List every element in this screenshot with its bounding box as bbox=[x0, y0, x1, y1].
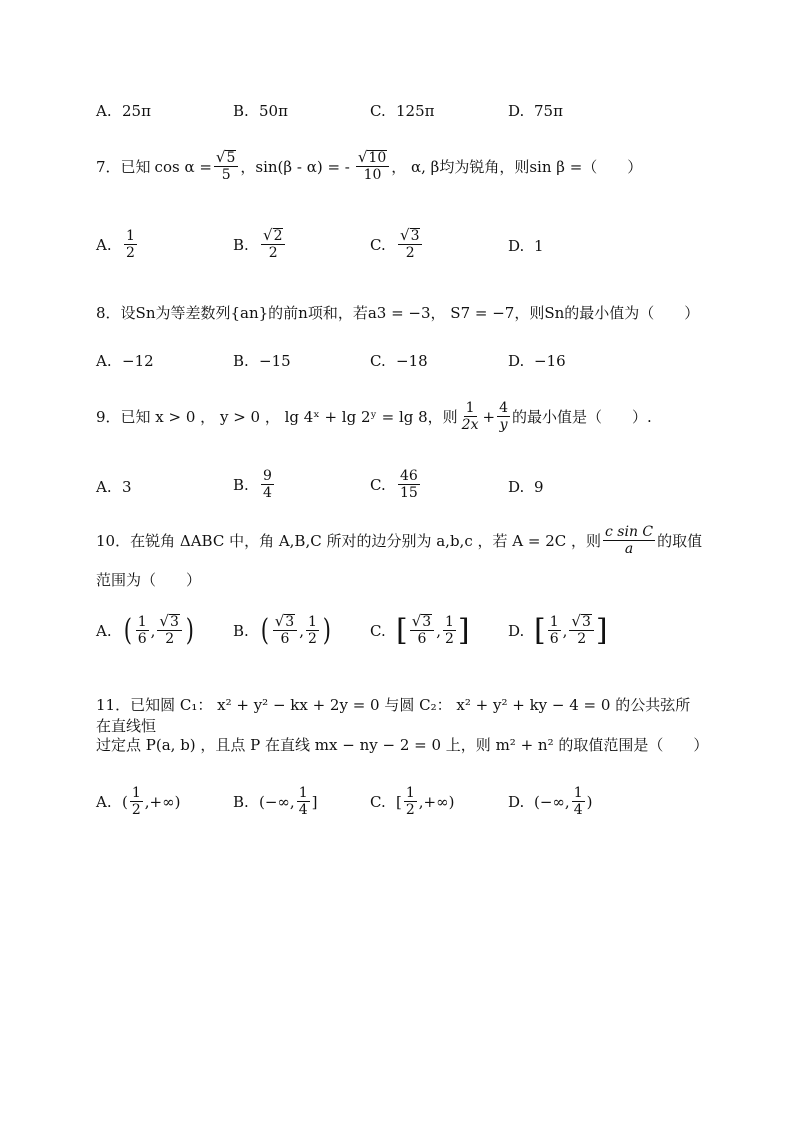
q10-a-lparen: ( bbox=[123, 612, 132, 648]
q9-d-value: 9 bbox=[534, 478, 544, 496]
q10-line2: 范围为（ ） bbox=[96, 571, 202, 589]
q10-c-rbrack: ] bbox=[457, 612, 470, 648]
q9-b-den: 4 bbox=[263, 485, 272, 502]
q7-option-b: B. √ 2 2 bbox=[233, 228, 287, 261]
q11-b-den: 4 bbox=[298, 802, 308, 819]
q9-f1-den: 2x bbox=[461, 417, 479, 434]
q7-frac-2: √ 10 10 bbox=[356, 150, 389, 183]
q11-a-den: 2 bbox=[131, 802, 141, 819]
q10-d-1d: 6 bbox=[549, 631, 559, 648]
q11-option-d bbox=[508, 785, 592, 818]
q7-number: 7．已知 bbox=[96, 158, 151, 177]
q8-d-value: −16 bbox=[534, 352, 566, 370]
q10-a-rparen: ) bbox=[185, 612, 194, 648]
q11-c-num: 1 bbox=[405, 785, 415, 801]
q10-c-2d: 2 bbox=[444, 631, 454, 648]
q11-d-label: D. bbox=[508, 792, 525, 811]
q11-b-right: ] bbox=[311, 792, 318, 811]
q9-option-d bbox=[508, 478, 544, 496]
q7-frac-1: √ 5 5 bbox=[214, 150, 238, 183]
q11-b-label: B. bbox=[233, 792, 249, 811]
q10-a-label: A. bbox=[96, 621, 112, 640]
q8-c-value: −18 bbox=[396, 352, 428, 370]
q11-stem-line2 bbox=[96, 734, 709, 755]
q7-f2-num: 10 bbox=[368, 150, 387, 166]
q7-d-value: 1 bbox=[534, 237, 544, 255]
q11-b-left: (−∞, bbox=[259, 792, 295, 811]
q8-d-label: D. bbox=[508, 352, 525, 370]
q10-c-1d: 6 bbox=[417, 631, 427, 648]
q10-a-1n: 1 bbox=[137, 614, 147, 631]
q11-d-left: (−∞, bbox=[534, 792, 570, 811]
q6-option-b bbox=[233, 102, 288, 120]
q10-pre: 10．在锐角 ΔABC 中，角 A,B,C 所对的边分别为 a,b,c ，若 A = 2C ，则 bbox=[96, 532, 601, 551]
q8-a-label: A. bbox=[96, 352, 112, 370]
q6-option-c bbox=[370, 102, 435, 120]
q7-f1-num: 5 bbox=[226, 150, 236, 166]
q10-option-a: A. ( $\frac{1}{6}$ , √ 3 2 ) bbox=[96, 612, 194, 648]
q10-c-1n: 3 bbox=[422, 614, 432, 630]
q7-option-a bbox=[96, 228, 139, 261]
q10-a-2n: 3 bbox=[169, 614, 179, 630]
q11-c-label: C. bbox=[370, 792, 386, 811]
q11-option-c bbox=[370, 785, 454, 818]
q8-option-b bbox=[233, 352, 291, 370]
q7-a-label: A. bbox=[96, 235, 112, 254]
q7-cos: cos α = bbox=[154, 157, 212, 176]
q9-stem bbox=[96, 400, 704, 433]
q9-b-label: B. bbox=[233, 475, 249, 494]
q9-f2-num: 4 bbox=[499, 400, 508, 416]
q11-a-right: ,+∞) bbox=[144, 792, 181, 811]
q8-a-value: −12 bbox=[122, 352, 154, 370]
q6-d-value: 75π bbox=[534, 102, 563, 120]
q11-c-den: 2 bbox=[405, 802, 415, 819]
q7-c-num: 3 bbox=[410, 228, 420, 244]
q6-b-label: B. bbox=[233, 102, 249, 120]
q7-c-den: 2 bbox=[405, 245, 415, 262]
q10-stem bbox=[96, 524, 704, 557]
q11-stem bbox=[96, 694, 704, 736]
q6-c-value: 125π bbox=[396, 102, 435, 120]
q9-d-label: D. bbox=[508, 478, 525, 496]
q9-c-label: C. bbox=[370, 475, 386, 494]
q8-option-a bbox=[96, 352, 154, 370]
q11-c-right: ,+∞) bbox=[418, 792, 455, 811]
q8-option-d bbox=[508, 352, 566, 370]
q10-option-c: C. [ √ 3 6 , $\frac{1}{2}$ ] bbox=[370, 612, 470, 648]
q9-f1-num: 1 bbox=[465, 400, 475, 416]
q7-a-den: 2 bbox=[126, 245, 135, 262]
q7-d-label: D. bbox=[508, 237, 525, 255]
q11-line2: 过定点 P(a, b) ，且点 P 在直线 mx − ny − 2 = 0 上，则 m² + n² 的取值范围是（ ） bbox=[96, 736, 709, 754]
q11-option-a bbox=[96, 785, 180, 818]
q10-frac-num: c sin C bbox=[605, 524, 654, 540]
q10-b-2d: 2 bbox=[307, 631, 317, 648]
q10-c-lbrack: [ bbox=[396, 612, 408, 648]
q8-b-value: −15 bbox=[259, 352, 291, 370]
q7-b-label: B. bbox=[233, 235, 249, 254]
q11-b-num: 1 bbox=[298, 785, 308, 801]
q10-b-1n: 3 bbox=[285, 614, 295, 630]
q9-b-num: 9 bbox=[263, 468, 272, 484]
q6-option-d bbox=[508, 102, 563, 120]
q10-d-2d: 2 bbox=[577, 631, 587, 648]
q8-stem bbox=[96, 302, 704, 323]
q8-b-label: B. bbox=[233, 352, 249, 370]
q10-b-1d: 6 bbox=[280, 631, 290, 648]
q7-sin: ，sin(β - α) = - bbox=[240, 158, 350, 177]
q11-option-b bbox=[233, 785, 317, 818]
q7-b-den: 2 bbox=[268, 245, 278, 262]
q7-tail: ， α, β均为锐角，则sin β =（ ） bbox=[391, 158, 643, 177]
q10-stem-line2 bbox=[96, 569, 704, 590]
q11-d-right: ) bbox=[586, 792, 593, 811]
q9-c-num: 46 bbox=[400, 468, 418, 484]
q10-b-label: B. bbox=[233, 621, 249, 640]
q11-d-num: 1 bbox=[573, 785, 583, 801]
q10-c-2n: 1 bbox=[444, 614, 454, 631]
q10-frac-den: a bbox=[624, 541, 634, 558]
q10-c-label: C. bbox=[370, 621, 386, 640]
q9-a-value: 3 bbox=[122, 478, 132, 496]
q11-a-left: ( bbox=[122, 792, 128, 811]
q11-d-den: 4 bbox=[573, 802, 583, 819]
q10-d-label: D. bbox=[508, 621, 525, 640]
q6-a-label: A. bbox=[96, 102, 112, 120]
q9-pre: 9．已知 x > 0 ， y > 0 ， lg 4ˣ + lg 2ʸ = lg 8，则 bbox=[96, 408, 458, 427]
q9-option-a bbox=[96, 478, 132, 496]
q6-option-a bbox=[96, 102, 151, 120]
q7-option-d bbox=[508, 237, 544, 255]
q11-c-left: [ bbox=[396, 792, 402, 811]
q7-f1-den: 5 bbox=[221, 167, 231, 184]
q9-f2-den: y bbox=[499, 417, 508, 434]
q7-a-num: 1 bbox=[126, 228, 135, 244]
q6-a-value: 25π bbox=[122, 102, 151, 120]
q11-a-num: 1 bbox=[131, 785, 141, 801]
q9-a-label: A. bbox=[96, 478, 112, 496]
q7-c-label: C. bbox=[370, 235, 386, 254]
q10-d-lbrack: [ bbox=[534, 612, 546, 648]
q10-b-lparen: ( bbox=[260, 612, 269, 648]
q9-plus: + bbox=[482, 407, 496, 426]
q9-c-den: 15 bbox=[400, 485, 418, 502]
q9-option-b bbox=[233, 468, 276, 501]
q10-d-2n: 3 bbox=[581, 614, 591, 630]
q10-option-b: B. ( √ 3 6 , $\frac{1}{2}$ ) bbox=[233, 612, 331, 648]
q8-text: 8．设Sn为等差数列{an}的前n项和，若a3 = −3， S7 = −7，则Sn的最小值为（ ） bbox=[96, 304, 700, 322]
q7-f2-den: 10 bbox=[363, 167, 382, 184]
q10-d-1n: 1 bbox=[549, 614, 559, 631]
q10-b-rparen: ) bbox=[322, 612, 331, 648]
q6-b-value: 50π bbox=[259, 102, 288, 120]
q10-post: 的取值 bbox=[657, 532, 703, 551]
q8-option-c bbox=[370, 352, 428, 370]
q6-d-label: D. bbox=[508, 102, 525, 120]
q9-post: 的最小值是（ ）. bbox=[511, 408, 652, 427]
q8-c-label: C. bbox=[370, 352, 386, 370]
q10-b-2n: 1 bbox=[307, 614, 317, 631]
q10-a-2d: 2 bbox=[165, 631, 175, 648]
q10-option-d: D. [ $\frac{1}{6}$ , √ 3 2 ] bbox=[508, 612, 608, 648]
q7-stem bbox=[96, 150, 704, 183]
q7-option-c: C. √ 3 2 bbox=[370, 228, 424, 261]
q10-a-1d: 6 bbox=[137, 631, 147, 648]
q9-option-c bbox=[370, 468, 422, 501]
q7-b-num: 2 bbox=[273, 228, 283, 244]
q10-d-rbrack: ] bbox=[595, 612, 608, 648]
q11-line1: 11．已知圆 C₁： x² + y² − kx + 2y = 0 与圆 C₂： x² + y² + ky − 4 = 0 的公共弦所在直线恒 bbox=[96, 696, 691, 735]
q6-c-label: C. bbox=[370, 102, 386, 120]
q11-a-label: A. bbox=[96, 792, 112, 811]
